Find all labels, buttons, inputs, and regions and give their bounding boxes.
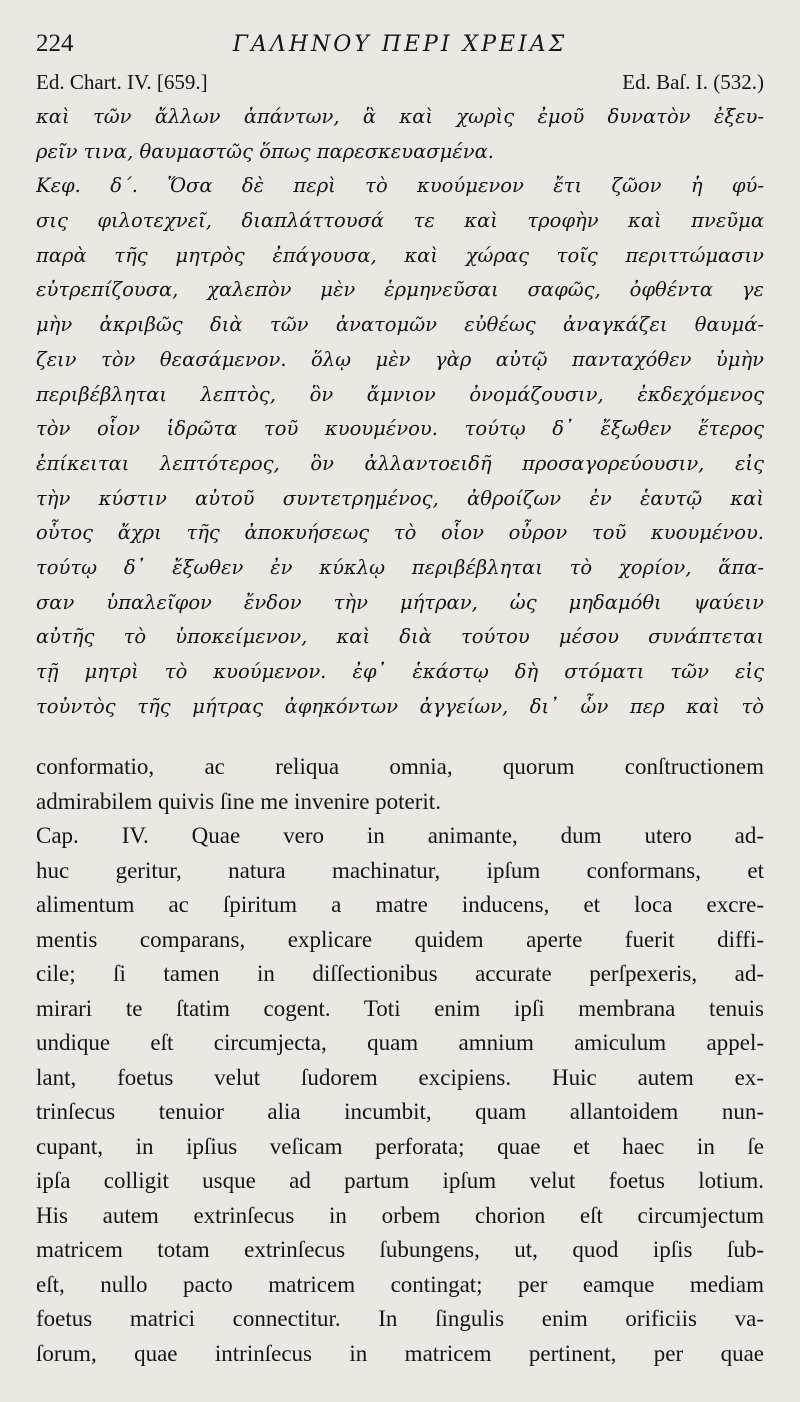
greek-text-line: τῇ μητρὶ τὸ κυούμενον. ἐφ᾽ ἑκάστῳ δὴ στόματι τῶν εἰς: [36, 660, 764, 683]
greek-text-line: ζειν τὸν θεασάμενον. ὅλῳ μὲν γὰρ αὐτῷ πανταχόθεν ὑμὴν: [36, 347, 764, 371]
latin-text-line: mirari te ſtatim cogent. Toti enim ipſi membrana tenuis: [36, 995, 764, 1021]
latin-text-line: foetus matrici connectitur. In ſingulis enim orificiis va-: [36, 1306, 764, 1331]
greek-text-line: ἐπίκειται λεπτότερος, ὃν ἀλλαντοειδῆ προσαγορεύουσιν, εἰς: [36, 451, 764, 475]
page-header: [36, 30, 764, 64]
greek-text-line: Κεφ. δ΄. Ὅσα δὲ περὶ τὸ κυούμενον ἔτι ζῶον ἡ φύ-: [36, 174, 764, 198]
greek-text-block: [36, 100, 764, 724]
edition-ref-chartier: Ed. Chart. IV. [659.]: [36, 70, 208, 94]
greek-text-line: τὸν οἷον ἱδρῶτα τοῦ κυουμένου. τούτῳ δ᾽ ἔξωθεν ἕτερος: [36, 417, 764, 441]
greek-text-line: σαν ὑπαλεῖφον ἔνδον τὴν μήτραν, ὡς μηδαμόθι ψαύειν: [36, 590, 764, 614]
latin-text-line: cile; ſi tamen in diſſectionibus accurate perſpexeris, ad-: [36, 961, 764, 986]
latin-text-line: huc geritur, natura machinatur, ipſum conformans, et: [36, 857, 764, 883]
running-title: ΓΑΛΗΝΟΥ ΠΕΡΙ ΧΡΕΙΑΣ: [232, 32, 568, 57]
latin-text-line: His autem extrinſecus in orbem chorion eſt circumjectum: [36, 1202, 764, 1228]
page-number: 224: [36, 30, 74, 57]
greek-text-line: τὴν κύστιν αὐτοῦ συντετρημένος, ἀθροίζων ἐν ἑαυτῷ καὶ: [36, 486, 764, 510]
latin-text-line: matricem totam extrinſecus ſubungens, ut, quod ipſis ſub-: [36, 1237, 764, 1262]
latin-text-line: Cap. IV. Quae vero in animante, dum utero ad-: [36, 823, 764, 848]
greek-text-line: περιβέβληται λεπτὸς, ὃν ἄμνιον ὀνομάζουσιν, ἐκδεχόμενος: [36, 382, 764, 406]
latin-text-line: undique eſt circumjecta, quam amnium amiculum appel-: [36, 1030, 764, 1055]
edition-references: [36, 70, 764, 100]
greek-text-line: σις φιλοτεχνεῖ, διαπλάττουσά τε καὶ τροφὴν καὶ πνεῦμα: [36, 209, 764, 233]
greek-text-line: ρεῖν τινα, θαυμαστῶς ὅπως παρεσκευασμένα.: [36, 139, 494, 163]
latin-text-line: mentis comparans, explicare quidem aperte fuerit diffi-: [36, 926, 764, 952]
latin-text-line: ipſa colligit usque ad partum ipſum velut foetus lotium.: [36, 1168, 764, 1193]
greek-text-line: παρὰ τῆς μητρὸς ἐπάγουσα, καὶ χώρας τοῖς περιττώμασιν: [36, 243, 764, 267]
latin-text-block: [36, 750, 764, 1371]
latin-text-line: alimentum ac ſpiritum a matre inducens, et loca excre-: [36, 892, 764, 917]
greek-text-line: καὶ τῶν ἄλλων ἀπάντων, ἃ καὶ χωρὶς ἐμοῦ δυνατὸν ἐξευ-: [36, 105, 764, 128]
latin-text-line: eſt, nullo pacto matricem contingat; per eamque mediam: [36, 1271, 764, 1297]
edition-ref-basel: Ed. Baſ. I. (532.): [622, 70, 764, 94]
latin-text-line: ſorum, quae intrinſecus in matricem pertinent, per quae: [36, 1340, 764, 1366]
latin-text-line: admirabilem quivis ſine me invenire poterit.: [36, 788, 441, 814]
latin-text-line: trinſecus tenuior alia incumbit, quam allantoidem nun-: [36, 1099, 764, 1124]
greek-text-line: μὴν ἀκριβῶς διὰ τῶν ἀνατομῶν εὐθέως ἀναγκάζει θαυμά-: [36, 313, 764, 337]
greek-text-line: τούτῳ δ᾽ ἔξωθεν ἐν κύκλῳ περιβέβληται τὸ χορίον, ἅπα-: [36, 555, 764, 579]
greek-text-line: τοὐντὸς τῆς μήτρας ἀφηκόντων ἀγγείων, δι᾽ ὧν περ καὶ τὸ: [36, 694, 764, 718]
greek-text-line: εὐτρεπίζουσα, χαλεπὸν μὲν ἑρμηνεῦσαι σαφῶς, ὀφθέντα γε: [36, 278, 764, 302]
latin-text-line: conformatio, ac reliqua omnia, quorum conſtructionem: [36, 754, 764, 779]
latin-text-line: lant, foetus velut ſudorem excipiens. Huic autem ex-: [36, 1064, 764, 1090]
greek-text-line: οὗτος ἄχρι τῆς ἀποκυήσεως τὸ οἷον οὖρον τοῦ κυουμένου.: [36, 521, 764, 545]
latin-text-line: cupant, in ipſius veſicam perforata; quae et haec in ſe: [36, 1133, 764, 1159]
greek-text-line: αὐτῆς τὸ ὑποκείμενον, καὶ διὰ τούτου μέσου συνάπτεται: [36, 625, 764, 649]
